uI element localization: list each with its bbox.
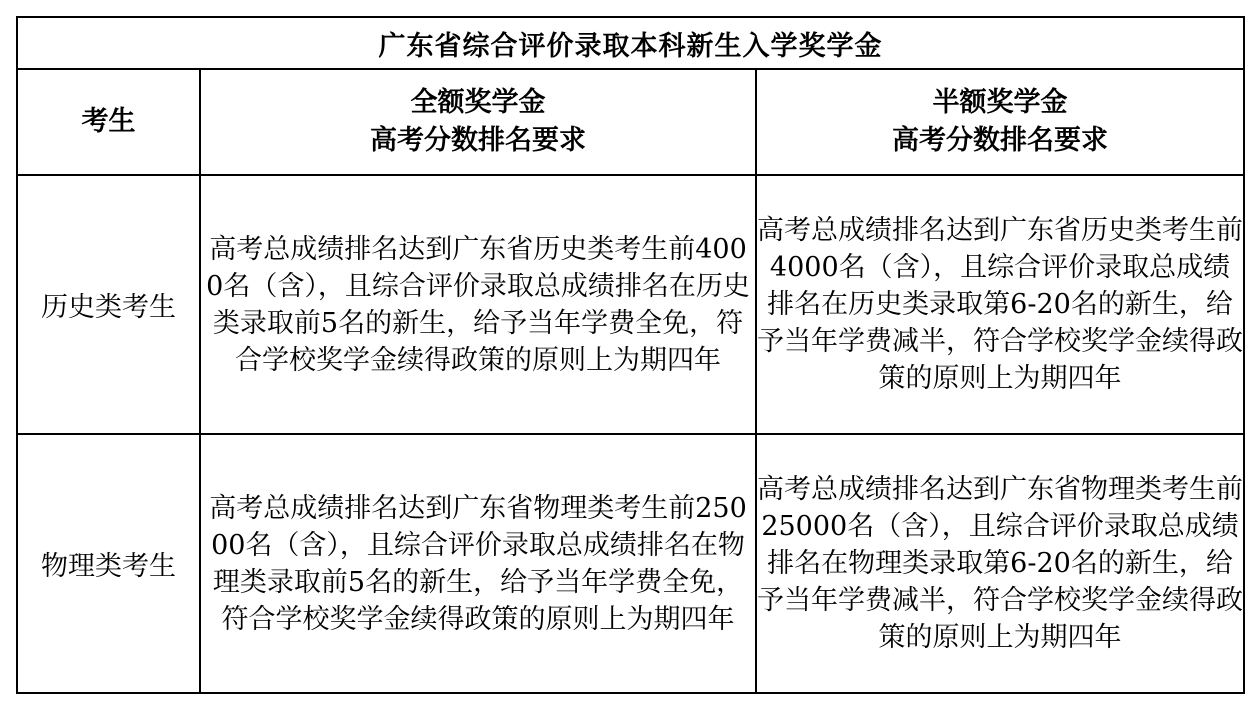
scholarship-table [16,16,1245,694]
header-full-scholarship [200,69,756,175]
header-half-scholarship [756,69,1244,175]
scholarship-table-container [16,16,1243,690]
full-requirement-history: 高考总成绩排名达到广东省历史类考生前4000名（含），且综合评价录取总成绩排名在历史类录取前5名的新生，给予当年学费全免，符合学校奖学金续得政策的原则上为期四年 [200,175,756,434]
student-type-physics: 物理类考生 [17,434,200,693]
half-requirement-physics: 高考总成绩排名达到广东省物理类考生前25000名（含），且综合评价录取总成绩排名在物理类录取第6-20名的新生，给予当年学费减半，符合学校奖学金续得政策的原则上为期四年 [756,434,1244,693]
title-row [17,17,1244,69]
header-full-subtitle: 高考分数排名要求 [370,125,586,156]
header-student: 考生 [17,69,200,175]
table-row-physics [17,434,1244,693]
header-half-title: 半额奖学金 [932,87,1068,118]
student-type-history: 历史类考生 [17,175,200,434]
table-title: 广东省综合评价录取本科新生入学奖学金 [17,17,1244,69]
header-half-subtitle: 高考分数排名要求 [892,125,1109,156]
half-requirement-history: 高考总成绩排名达到广东省历史类考生前4000名（含），且综合评价录取总成绩排名在历史类录取第6-20名的新生，给予当年学费减半，符合学校奖学金续得政策的原则上为期四年 [756,175,1244,434]
header-full-title: 全额奖学金 [410,87,546,118]
full-requirement-physics: 高考总成绩排名达到广东省物理类考生前25000名（含），且综合评价录取总成绩排名在物理类录取前5名的新生，给予当年学费全免，符合学校奖学金续得政策的原则上为期四年 [200,434,756,693]
table-row-history [17,175,1244,434]
header-row [17,69,1244,175]
